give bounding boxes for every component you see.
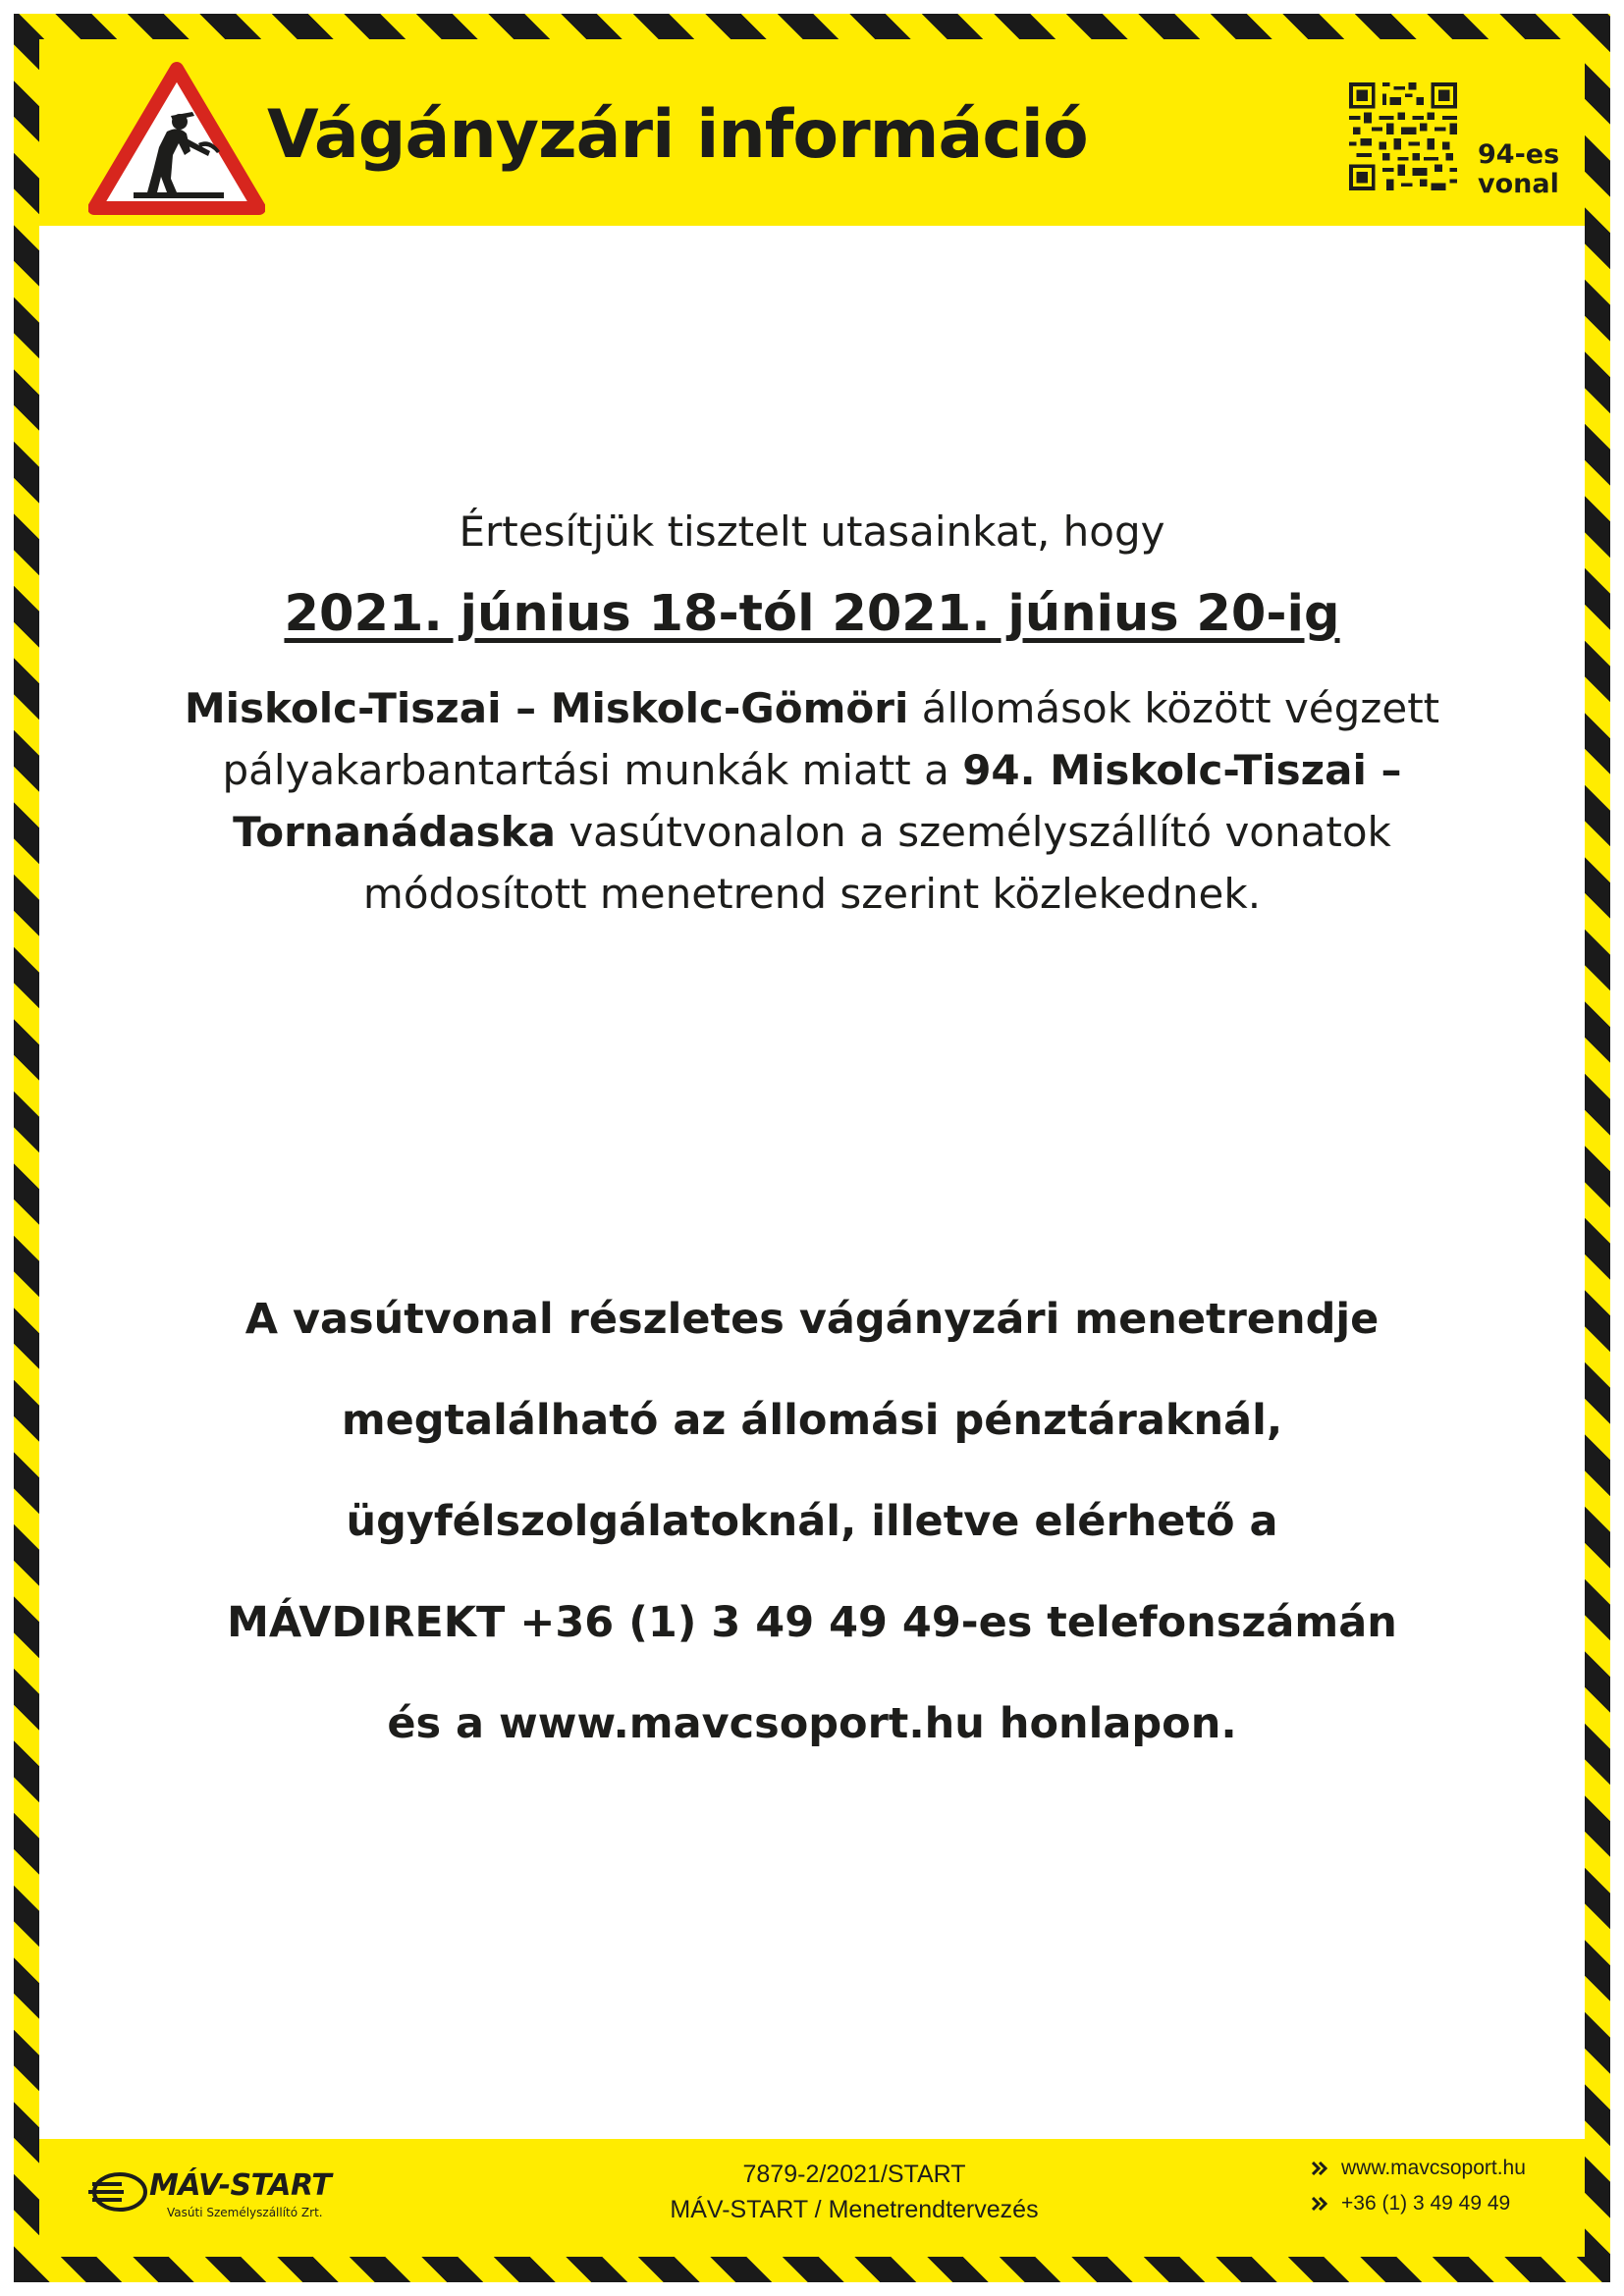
double-chevron-right-icon — [1312, 2162, 1327, 2175]
phone-link[interactable] — [1312, 2186, 1526, 2221]
mav-start-logo — [88, 2164, 344, 2233]
reference-number: 7879-2/2021/START — [742, 2161, 966, 2188]
website: www.mavcsoport.hu — [1341, 2157, 1526, 2179]
department: MÁV-START / Menetrendtervezés — [670, 2196, 1039, 2223]
footer-bar — [39, 2139, 1585, 2257]
notice-text-2: vasútvonalon a személyszállító vonatok módosított menetrend szerint közlekednek. — [362, 808, 1391, 918]
phone: +36 (1) 3 49 49 49 — [1341, 2192, 1511, 2215]
header-bar — [39, 39, 1585, 226]
details-block — [39, 1269, 1585, 1775]
website-link[interactable] — [1312, 2151, 1526, 2186]
details-line: ügyfélszolgálatoknál, illetve elérhető a — [346, 1497, 1278, 1546]
footer-reference — [589, 2157, 1119, 2227]
details-line: A vasútvonal részletes vágányzári menetrendje — [244, 1295, 1380, 1344]
details-line: megtalálható az állomási pénztáraknál, — [341, 1396, 1283, 1445]
double-chevron-right-icon — [1312, 2197, 1327, 2211]
logo-text: MÁV-START — [149, 2168, 332, 2203]
poster — [39, 39, 1585, 2257]
qr-code-icon — [1349, 82, 1457, 190]
logo-subtext: Vasúti Személyszállító Zrt. — [167, 2206, 323, 2219]
details-line: és a www.mavcsoport.hu honlapon. — [387, 1699, 1237, 1748]
affected-line: 94. Miskolc-Tiszai – Tornanádaska — [233, 746, 1402, 856]
footer-contacts — [1312, 2151, 1526, 2221]
affected-section: Miskolc-Tiszai – Miskolc-Gömöri — [184, 684, 909, 732]
notice-text-1: állomások között végzett pályakarbantartási munkák miatt a — [222, 684, 1440, 794]
track-work-warning-icon — [88, 61, 265, 218]
line-word: vonal — [1478, 169, 1559, 199]
intro-text: Értesítjük tisztelt utasainkat, hogy — [459, 507, 1165, 556]
line-number-badge — [1478, 140, 1559, 199]
hazard-stripe-border — [14, 14, 1610, 2282]
notice-paragraph — [128, 677, 1496, 925]
notice-body — [39, 226, 1585, 2139]
mav-wheel-icon — [88, 2170, 151, 2214]
details-line: MÁVDIREKT +36 (1) 3 49 49 49-es telefonszámán — [227, 1598, 1397, 1647]
page-title: Vágányzári információ — [267, 96, 1088, 174]
date-range: 2021. június 18-tól 2021. június 20-ig — [284, 585, 1340, 643]
line-number: 94-es — [1478, 139, 1560, 170]
